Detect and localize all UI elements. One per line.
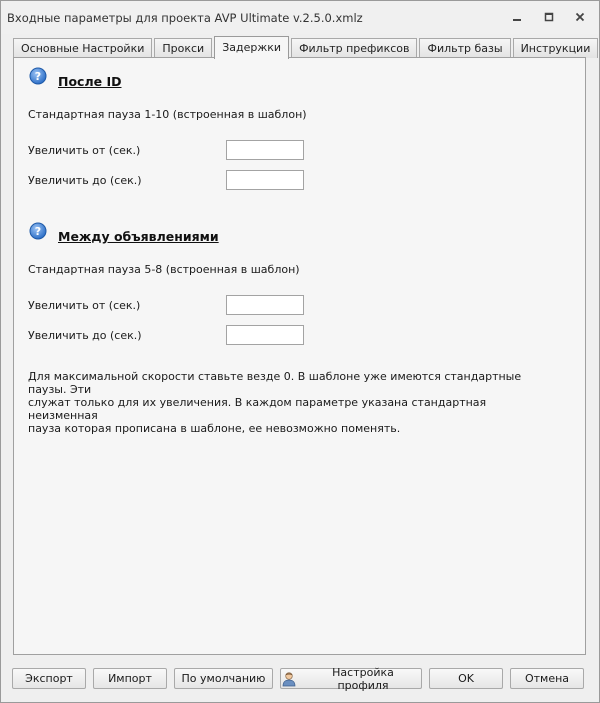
minimize-icon xyxy=(512,12,522,22)
user-icon xyxy=(281,671,297,687)
maximize-button[interactable] xyxy=(538,7,560,27)
section1-increase-from-input[interactable] xyxy=(226,140,304,160)
tab-proxy[interactable]: Прокси xyxy=(154,38,212,58)
tab-bar xyxy=(13,36,600,57)
info-note-line: Для максимальной скорости ставьте везде 0. В шаблоне уже имеются стандартные паузы. Эти xyxy=(28,370,522,396)
section1-increase-to-input[interactable] xyxy=(226,170,304,190)
delays-panel xyxy=(13,57,586,655)
info-note-line: пауза которая прописана в шаблоне, ее невозможно поменять. xyxy=(28,422,401,435)
window-title: Входные параметры для проекта AVP Ultimate v.2.5.0.xmlz xyxy=(7,11,363,25)
tab-main-settings[interactable]: Основные Настройки xyxy=(13,38,152,58)
close-icon xyxy=(575,12,585,22)
maximize-icon xyxy=(544,12,554,22)
svg-text:?: ? xyxy=(34,70,42,83)
section2-increase-to-label: Увеличить до (сек.) xyxy=(28,329,142,342)
tab-prefix-filter[interactable]: Фильтр префиксов xyxy=(291,38,417,58)
info-note-line: служат только для их увеличения. В каждом параметре указана стандартная неизменная xyxy=(28,396,487,422)
section-title-between-ads: Между объявлениями xyxy=(58,229,219,244)
svg-text:?: ? xyxy=(34,225,42,238)
section1-increase-to-label: Увеличить до (сек.) xyxy=(28,174,142,187)
section1-increase-from-label: Увеличить от (сек.) xyxy=(28,144,141,157)
section2-description: Стандартная пауза 5-8 (встроенная в шаблон) xyxy=(28,263,300,276)
info-note xyxy=(28,370,538,435)
tab-delays[interactable]: Задержки xyxy=(214,36,289,59)
tab-instructions[interactable]: Инструкции xyxy=(513,38,599,58)
tab-base-filter[interactable]: Фильтр базы xyxy=(419,38,510,58)
profile-settings-label: Настройка профиля xyxy=(332,665,394,692)
section2-increase-from-input[interactable] xyxy=(226,295,304,315)
export-button[interactable]: Экспорт xyxy=(12,668,86,689)
section2-increase-to-input[interactable] xyxy=(226,325,304,345)
profile-settings-button[interactable] xyxy=(280,665,422,692)
import-button[interactable]: Импорт xyxy=(93,668,167,689)
cancel-button[interactable]: Отмена xyxy=(510,668,584,689)
help-icon[interactable] xyxy=(29,67,47,85)
help-icon[interactable] xyxy=(29,222,47,240)
minimize-button[interactable] xyxy=(506,7,528,27)
section-title-after-id: После ID xyxy=(58,74,122,89)
section1-description: Стандартная пауза 1-10 (встроенная в шаблон) xyxy=(28,108,307,121)
defaults-button[interactable]: По умолчанию xyxy=(174,668,273,689)
close-button[interactable] xyxy=(569,7,591,27)
section2-increase-from-label: Увеличить от (сек.) xyxy=(28,299,141,312)
title-bar[interactable] xyxy=(1,1,599,34)
ok-button[interactable]: OK xyxy=(429,668,503,689)
